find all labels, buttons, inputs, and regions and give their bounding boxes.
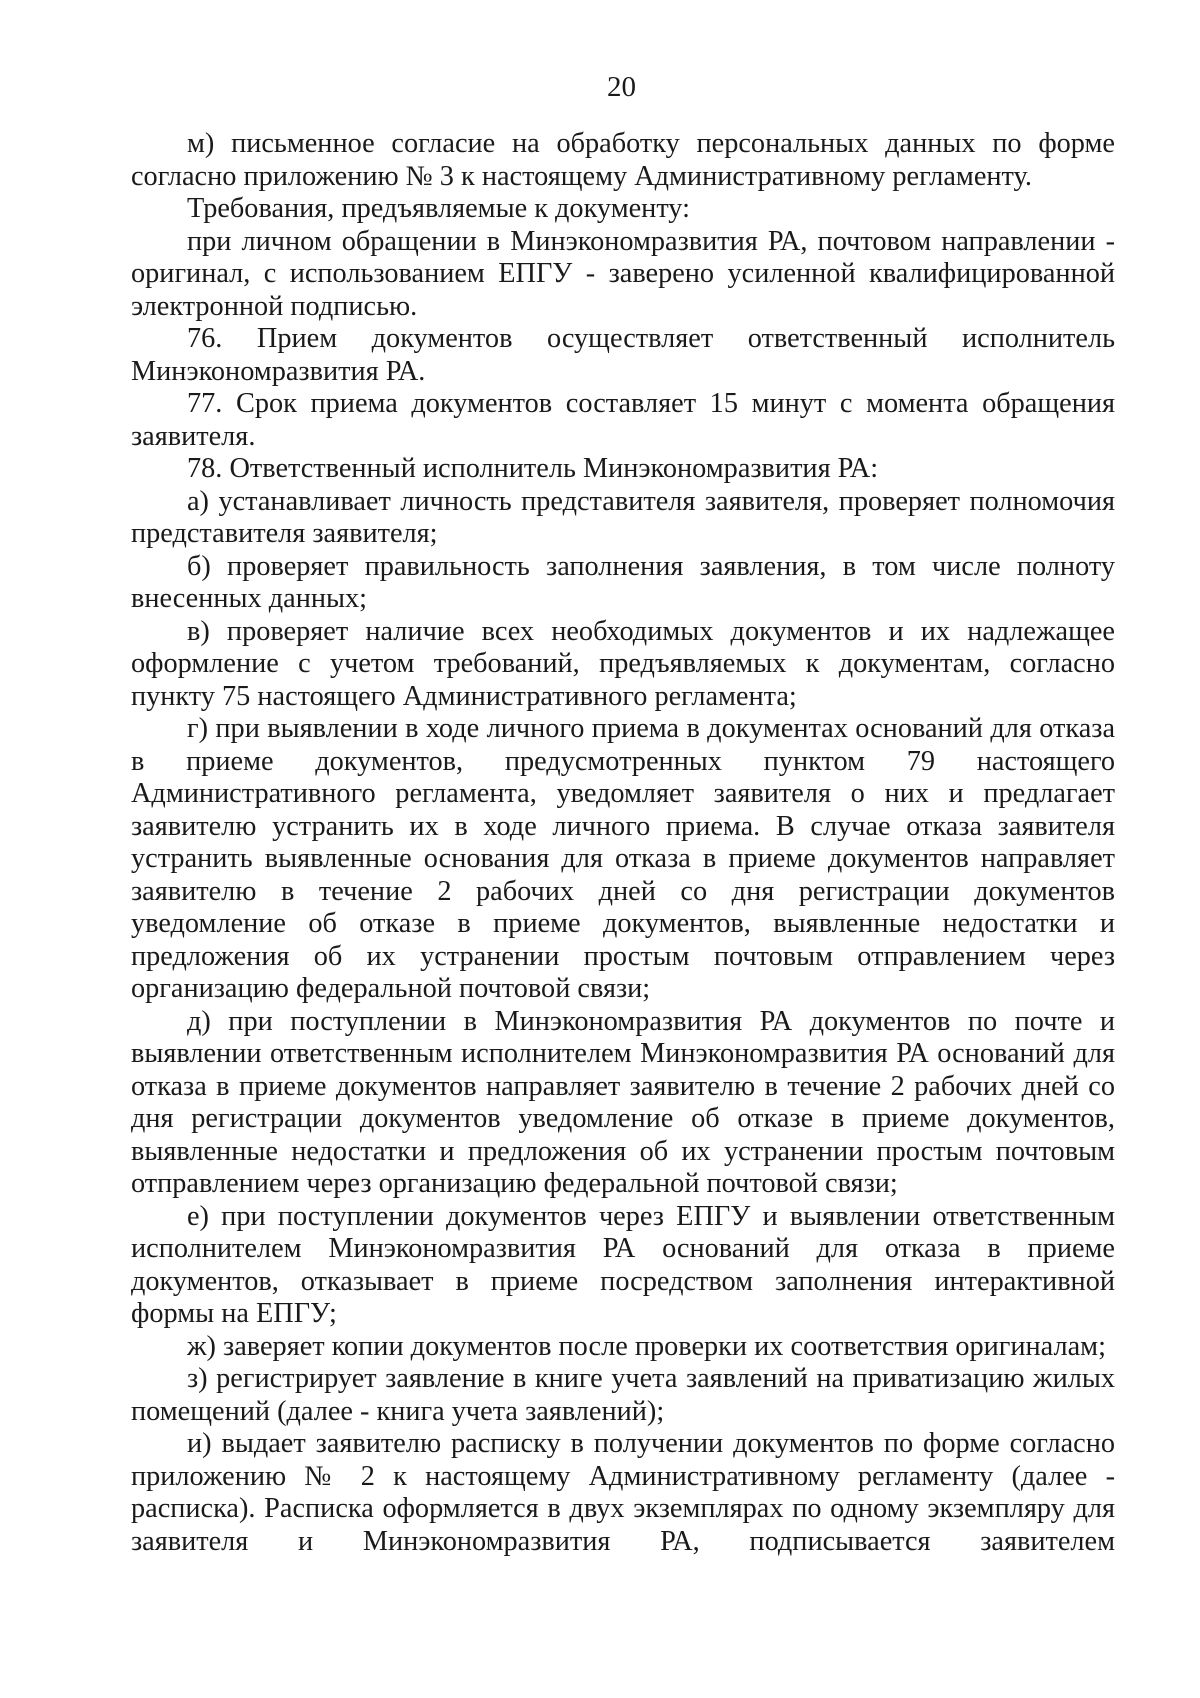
- paragraph-76: 76. Прием документов осуществляет ответственный исполнитель Минэкономразвития РА.: [131, 323, 1115, 387]
- paragraph-78: 78. Ответственный исполнитель Минэкономразвития РА:: [187, 453, 879, 484]
- paragraph-requirements-heading: Требования, предъявляемые к документу:: [187, 193, 690, 224]
- paragraph-item-m: м) письменное согласие на обработку персональных данных по форме согласно приложению № 3 к настоящему Административному регламенту.: [131, 128, 1115, 192]
- paragraph-item-g: г) при выявлении в ходе личного приема в документах оснований для отказа в приеме документов, предусмотренных пунктом 79 настоящего Административного регламента, уведомляет заявителя о них и предлагает заявителю устранить их в ходе личного приема. В случае отказа заявителя устранить выявленные основания для отказа в приеме документов направляет заявителю в течение 2 рабочих дней со дня регистрации документов уведомление об отказе в приеме документов, выявленные недостатки и предложения об их устранении простым почтовым отправлением через организацию федеральной почтовой связи;: [131, 713, 1115, 1004]
- paragraph-77: 77. Срок приема документов составляет 15 минут с момента обращения заявителя.: [131, 388, 1115, 452]
- paragraph-item-a: а) устанавливает личность представителя заявителя, проверяет полномочия представителя заявителя;: [131, 485, 1115, 549]
- page-number: 20: [607, 71, 636, 103]
- paragraph-item-z: з) регистрирует заявление в книге учета заявлений на приватизацию жилых помещений (далее - книга учета заявлений);: [131, 1363, 1115, 1427]
- paragraph-item-v: в) проверяет наличие всех необходимых документов и их надлежащее оформление с учетом требований, предъявляемых к документам, согласно пункту 75 настоящего Административного регламента;: [131, 615, 1115, 712]
- paragraph-item-zh: ж) заверяет копии документов после проверки их соответствия оригиналам;: [187, 1330, 1106, 1362]
- paragraph-requirements-text: при личном обращении в Минэкономразвития РА, почтовом направлении - оригинал, с использованием ЕПГУ - заверено усиленной квалифицированной электронной подписью.: [131, 225, 1115, 322]
- paragraph-item-e: е) при поступлении документов через ЕПГУ и выявлении ответственным исполнителем Минэкономразвития РА оснований для отказа в приеме документов, отказывает в приеме посредством заполнения интерактивной формы на ЕПГУ;: [131, 1200, 1115, 1329]
- paragraph-item-b: б) проверяет правильность заполнения заявления, в том числе полноту внесенных данных;: [131, 550, 1115, 614]
- paragraph-item-i: и) выдает заявителю расписку в получении документов по форме согласно приложению № 2 к настоящему Административному регламенту (далее - расписка). Расписка оформляется в двух экземплярах по одному экземпляру для заявителя и Минэкономразвития РА, подписывается заявителем: [131, 1428, 1115, 1557]
- paragraph-item-d: д) при поступлении в Минэкономразвития РА документов по почте и выявлении ответственным исполнителем Минэкономразвития РА оснований для отказа в приеме документов направляет заявителю в течение 2 рабочих дней со дня регистрации документов уведомление об отказе в приеме документов, выявленные недостатки и предложения об их устранении простым почтовым отправлением через организацию федеральной почтовой связи;: [131, 1005, 1115, 1199]
- document-body: [131, 128, 1115, 1558]
